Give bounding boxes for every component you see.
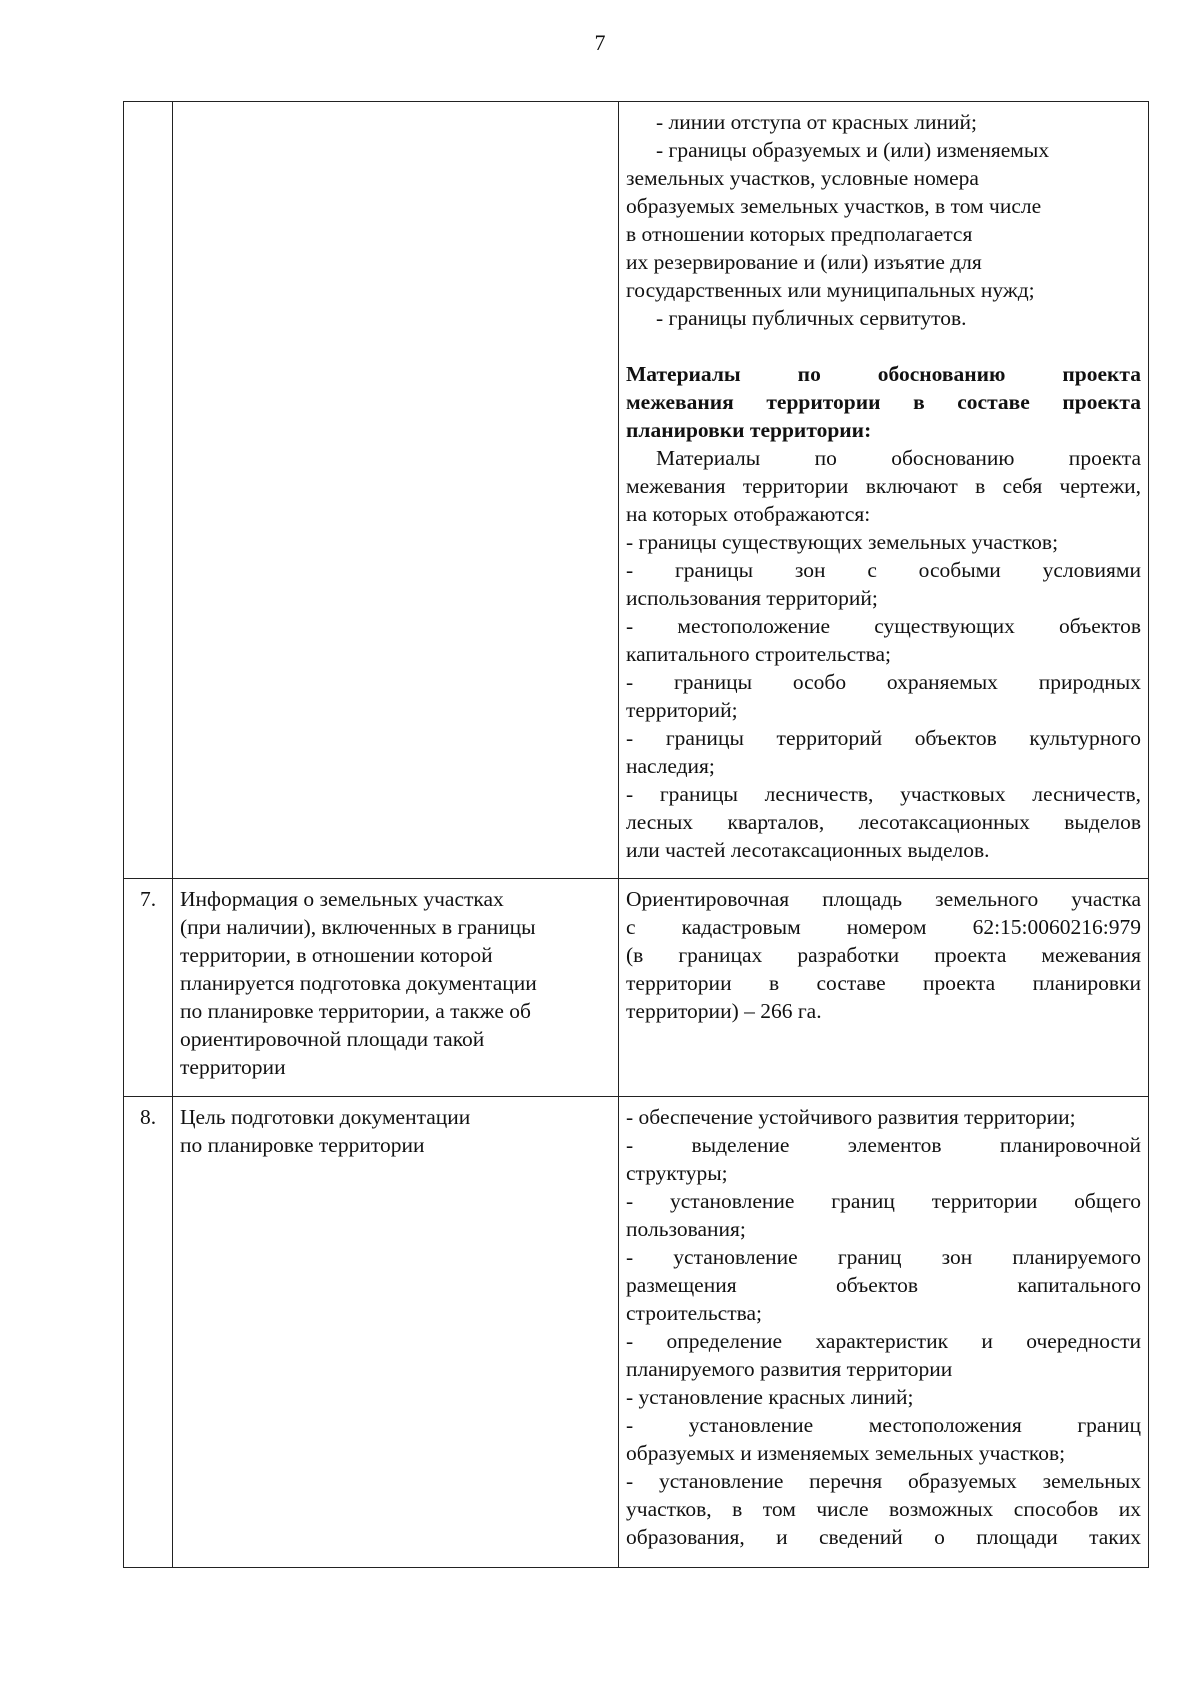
value-line: строительства; (626, 1301, 763, 1325)
row-name-cell (173, 1097, 619, 1568)
section-heading-line: межевания территории в составе проекта (626, 390, 1141, 414)
value-line: - установление местоположения границ (626, 1413, 1141, 1437)
name-line: территории, в отношении которой (180, 943, 493, 967)
value-line: или частей лесотаксационных выделов. (626, 838, 990, 862)
row-number-cell: 8. (124, 1097, 173, 1568)
value-line: - установление перечня образуемых земельных (626, 1469, 1141, 1493)
value-line: Ориентировочная площадь земельного участка (626, 887, 1141, 911)
name-line: (при наличии), включенных в границы (180, 915, 536, 939)
value-line: лесных кварталов, лесотаксационных выделов (626, 810, 1141, 834)
value-line: государственных или муниципальных нужд; (626, 278, 1035, 302)
table-row-7 (124, 879, 1149, 1097)
value-line: с кадастровым номером 62:15:0060216:979 (626, 915, 1141, 939)
value-line: - местоположение существующих объектов (626, 614, 1141, 638)
value-line: образуемых и изменяемых земельных участков; (626, 1441, 1066, 1465)
value-line: - установление красных линий; (626, 1385, 914, 1409)
name-line: Информация о земельных участках (180, 887, 504, 911)
section-heading-line: Материалы по обоснованию проекта (626, 362, 1141, 386)
value-line: - границы территорий объектов культурного (626, 726, 1141, 750)
row-value-cell (619, 1097, 1149, 1568)
value-line: размещения объектов капитального (626, 1273, 1141, 1297)
value-line: капитального строительства; (626, 642, 891, 666)
row-value-cell (619, 879, 1149, 1097)
value-line: участков, в том числе возможных способов их (626, 1497, 1141, 1521)
value-line: - границы образуемых и (или) изменяемых (656, 138, 1050, 162)
name-line: Цель подготовки документации (180, 1105, 471, 1129)
row-number-cell (124, 102, 173, 879)
value-line: их резервирование и (или) изъятие для (626, 250, 982, 274)
table-row-8 (124, 1097, 1149, 1568)
value-line: - выделение элементов планировочной (626, 1133, 1141, 1157)
blank-line (626, 332, 1141, 360)
value-line: - линии отступа от красных линий; (656, 110, 977, 134)
value-line: (в границах разработки проекта межевания (626, 943, 1141, 967)
value-line: образования, и сведений о площади таких (626, 1525, 1141, 1549)
value-line: - обеспечение устойчивого развития территории; (626, 1105, 1076, 1129)
value-line: структуры; (626, 1161, 728, 1185)
value-line: Материалы по обоснованию проекта (656, 446, 1141, 470)
row-name-cell (173, 879, 619, 1097)
value-line: территории) – 266 га. (626, 999, 822, 1023)
value-line: наследия; (626, 754, 715, 778)
value-line: - границы особо охраняемых природных (626, 670, 1141, 694)
name-line: ориентировочной площади такой (180, 1027, 485, 1051)
value-line: межевания территории включают в себя чертежи, (626, 474, 1141, 498)
value-line: использования территорий; (626, 586, 878, 610)
section-heading-line: планировки территории: (626, 418, 872, 442)
value-line: на которых отображаются: (626, 502, 871, 526)
value-line: в отношении которых предполагается (626, 222, 973, 246)
name-line: территории (180, 1055, 286, 1079)
value-line: образуемых земельных участков, в том числе (626, 194, 1042, 218)
value-line: - границы существующих земельных участков; (626, 530, 1059, 554)
row-name-cell (173, 102, 619, 879)
value-line: - границы лесничеств, участковых лесничеств, (626, 782, 1141, 806)
row-number-cell: 7. (124, 879, 173, 1097)
name-line: по планировке территории (180, 1133, 425, 1157)
value-line: пользования; (626, 1217, 746, 1241)
value-line: - установление границ зон планируемого (626, 1245, 1141, 1269)
name-line: планируется подготовка документации (180, 971, 537, 995)
value-line: - границы публичных сервитутов. (656, 306, 967, 330)
value-line: территорий; (626, 698, 738, 722)
row-value-cell (619, 102, 1149, 879)
value-line: - установление границ территории общего (626, 1189, 1141, 1213)
page-number: 7 (594, 30, 606, 55)
value-line: планируемого развития территории (626, 1357, 953, 1381)
table-row-continuation (124, 102, 1149, 879)
document-table (123, 101, 1149, 1568)
value-line: территории в составе проекта планировки (626, 971, 1141, 995)
value-line: - границы зон с особыми условиями (626, 558, 1141, 582)
name-line: по планировке территории, а также об (180, 999, 531, 1023)
value-line: земельных участков, условные номера (626, 166, 979, 190)
value-line: - определение характеристик и очередности (626, 1329, 1141, 1353)
